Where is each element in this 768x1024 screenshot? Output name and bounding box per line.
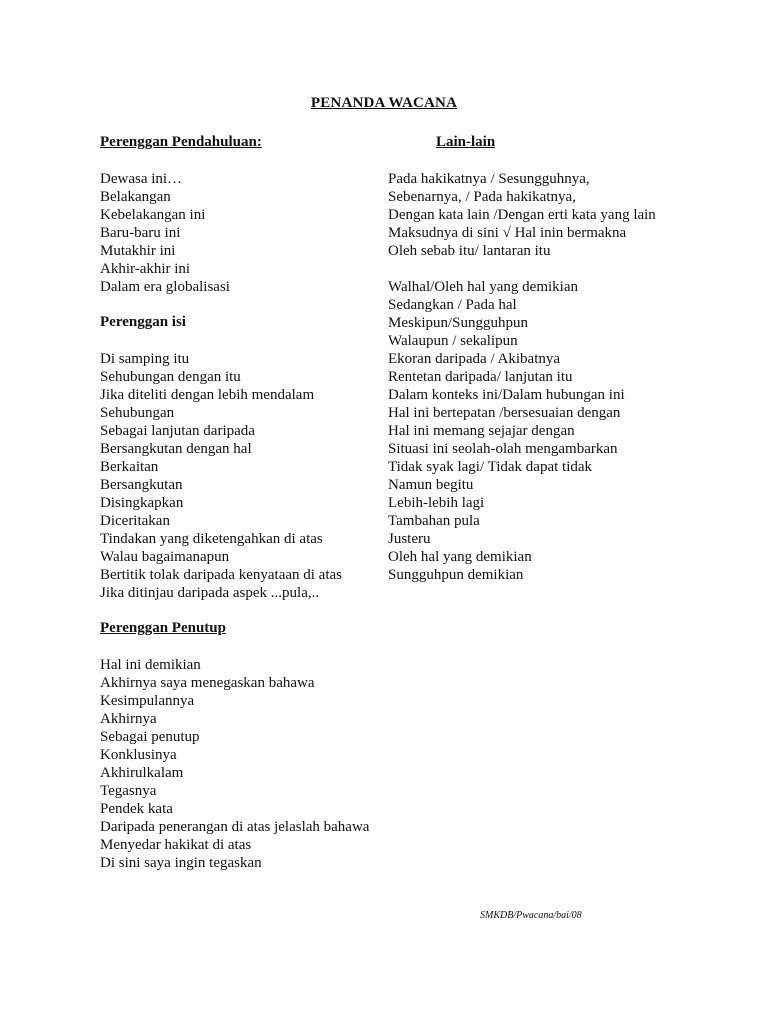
list-item: Meskipun/Sungguhpun <box>388 315 529 331</box>
list-item: Sebagai penutup <box>100 729 200 745</box>
list-penutup <box>100 656 369 872</box>
list-item: Bersangkutan dengan hal <box>100 441 252 457</box>
list-item: Tindakan yang diketengahkan di atas <box>100 531 323 547</box>
list-item: Maksudnya di sini √ Hal inin bermakna <box>388 225 627 241</box>
list-item: Oleh hal yang demikian <box>388 549 532 565</box>
heading-lain-lain: Lain-lain <box>436 134 496 150</box>
list-pendahuluan <box>100 170 230 296</box>
list-item: Dengan kata lain /Dengan erti kata yang lain <box>388 207 656 223</box>
list-item: Ekoran daripada / Akibatnya <box>388 351 561 367</box>
list-item: Jika ditinjau daripada aspek ...pula,.. <box>100 585 320 601</box>
list-item: Walhal/Oleh hal yang demikian <box>388 279 578 295</box>
list-lain-lain-2 <box>388 278 625 584</box>
list-item: Dalam era globalisasi <box>100 279 230 295</box>
list-item: Tambahan pula <box>388 513 480 529</box>
list-item: Akhirulkalam <box>100 765 184 781</box>
list-item: Dewasa ini… <box>100 171 183 187</box>
list-item: Di sini saya ingin tegaskan <box>100 855 262 871</box>
list-item: Akhirnya <box>100 711 157 727</box>
list-item: Justeru <box>388 531 431 547</box>
list-item: Sehubungan dengan itu <box>100 369 241 385</box>
list-item: Menyedar hakikat di atas <box>100 837 252 853</box>
heading-perenggan-isi: Perenggan isi <box>100 314 186 330</box>
heading-perenggan-pendahuluan: Perenggan Pendahuluan: <box>100 134 262 150</box>
list-item: Walau bagaimanapun <box>100 549 230 565</box>
list-item: Rentetan daripada/ lanjutan itu <box>388 369 573 385</box>
list-item: Bersangkutan <box>100 477 183 493</box>
list-item: Kesimpulannya <box>100 693 195 709</box>
list-item: Pada hakikatnya / Sesungguhnya, <box>388 171 590 187</box>
list-item: Sebagai lanjutan daripada <box>100 423 255 439</box>
list-item: Sungguhpun demikian <box>388 567 524 583</box>
list-item: Hal ini bertepatan /bersesuaian dengan <box>388 405 621 421</box>
list-item: Tegasnya <box>100 783 157 799</box>
list-item: Baru-baru ini <box>100 225 181 241</box>
list-item: Pendek kata <box>100 801 173 817</box>
list-item: Daripada penerangan di atas jelaslah bahawa <box>100 819 370 835</box>
list-item: Mutakhir ini <box>100 243 176 259</box>
footer-document-code: SMKDB/Pwacana/bai/08 <box>480 910 582 921</box>
list-item: Sebenarnya, / Pada hakikatnya, <box>388 189 576 205</box>
list-item: Hal ini demikian <box>100 657 201 673</box>
list-item: Walaupun / sekalipun <box>388 333 518 349</box>
list-item: Namun begitu <box>388 477 474 493</box>
list-item: Konklusinya <box>100 747 177 763</box>
list-item: Lebih-lebih lagi <box>388 495 485 511</box>
list-item: Akhir-akhir ini <box>100 261 191 277</box>
list-item: Disingkapkan <box>100 495 184 511</box>
list-item: Tidak syak lagi/ Tidak dapat tidak <box>388 459 593 475</box>
heading-perenggan-penutup: Perenggan Penutup <box>100 620 226 636</box>
list-item: Hal ini memang sejajar dengan <box>388 423 575 439</box>
list-item: Diceritakan <box>100 513 170 529</box>
list-item: Dalam konteks ini/Dalam hubungan ini <box>388 387 625 403</box>
list-item: Berkaitan <box>100 459 159 475</box>
list-item: Sedangkan / Pada hal <box>388 297 517 313</box>
list-isi <box>100 350 342 602</box>
list-item: Sehubungan <box>100 405 175 421</box>
list-item: Jika diteliti dengan lebih mendalam <box>100 387 315 403</box>
list-item: Bertitik tolak daripada kenyataan di atas <box>100 567 342 583</box>
list-lain-lain-1 <box>388 170 656 260</box>
list-item: Situasi ini seolah-olah mengambarkan <box>388 441 618 457</box>
list-item: Belakangan <box>100 189 171 205</box>
page-title: PENANDA WACANA <box>310 95 458 111</box>
list-item: Di samping itu <box>100 351 190 367</box>
list-item: Kebelakangan ini <box>100 207 206 223</box>
list-item: Akhirnya saya menegaskan bahawa <box>100 675 315 691</box>
list-item: Oleh sebab itu/ lantaran itu <box>388 243 551 259</box>
